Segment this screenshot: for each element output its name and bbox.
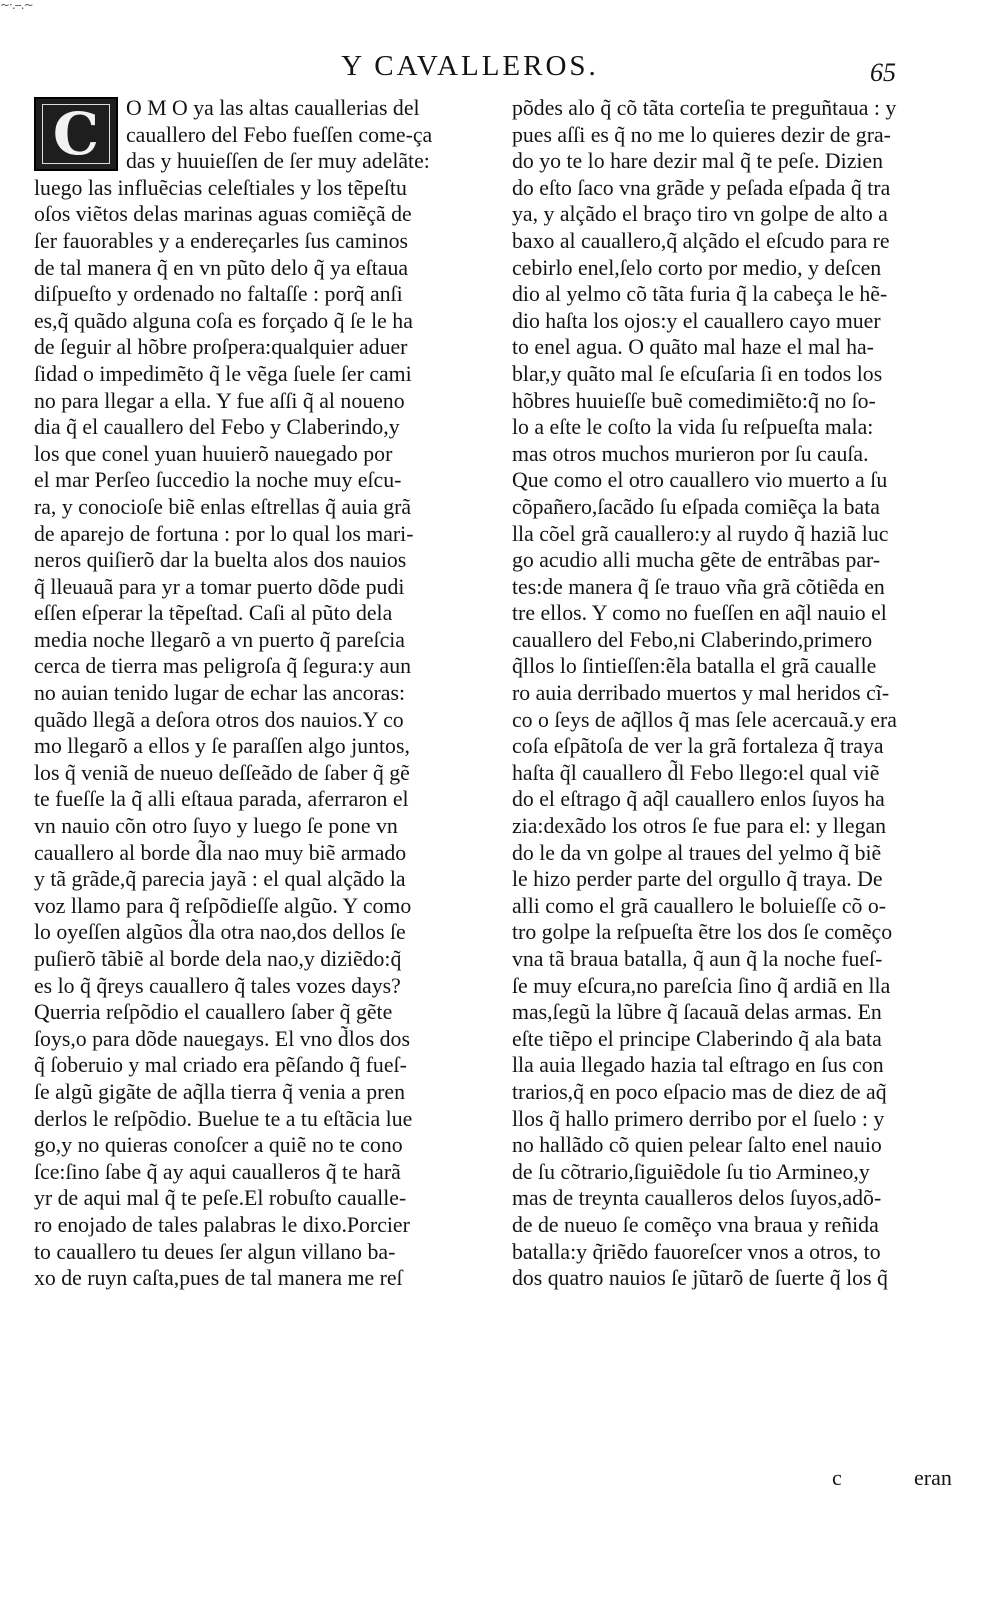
text-line: co o ſeys de aq̃llos q̃ mas ſele acercauã.y era [512,707,897,732]
text-line: ro enojado de tales palabras le dixo.Porcier [34,1212,410,1237]
text-line: cebirlo enel,ſelo corto por medio, y deſcen [512,255,882,280]
text-line: batalla:y q̃riẽdo fauoreſcer vnos a otros, to [512,1239,881,1264]
text-line: yr de aqui mal q̃ te peſe.El robuſto caualle- [34,1186,407,1211]
text-line: q̃ ſoberuio y mal criado era pẽſando q̃ fueſ- [34,1053,407,1078]
text-line: go acudio alli mucha gẽte de entrãbas par- [512,548,881,573]
text-line: de aparejo de fortuna : por lo qual los mari- [34,521,414,546]
text-line: de de nueuo ſe comẽço vna braua y reñida [512,1212,879,1237]
text-line: lla auia llegado hazia tal eſtrago en ſus con [512,1053,884,1078]
text-line: blar,y quãto mal ſe eſcuſaria ſi en todos los [512,361,883,386]
text-line: de ſeguir al hõbre proſpera:qualquier aduer [34,335,408,360]
text-line: es lo q̃ q̃reys cauallero q̃ tales vozes days? [34,973,401,998]
running-head: Y CAVALLEROS. [341,50,599,82]
signature-mark: c [832,1465,842,1490]
text-line: eſte tiẽpo el principe Claberindo q̃ ala bata [512,1026,882,1051]
text-line: coſa eſpãtoſa de ver la grã fortaleza q̃ traya [512,734,884,759]
text-line: mas de treynta caualleros delos ſuyos,adõ- [512,1186,882,1211]
right-text-column [512,95,974,1292]
text-line: mo llegarõ a ellos y ſe paraſſen algo juntos, [34,734,410,759]
text-line: los que conel yuan huuierõ nauegado por [34,441,393,466]
left-text-column [34,95,496,1292]
text-line: lla cõel grã cauallero:y al ruydo q̃ haziã luc [512,521,889,546]
text-line: no para llegar a ella. Y fue aſſi q̃ al noueno [34,388,405,413]
text-line: derlos le reſpõdio. Buelue te a tu eſtãcia lue [34,1106,413,1131]
text-line: te fueſſe la q̃ alli eſtaua parada, aferraron el [34,787,409,812]
text-line: ya, y alçãdo el braço tiro vn golpe de alto a [512,202,888,227]
text-line: vna tã braua batalla, q̃ aun q̃ la noche fueſ- [512,947,883,971]
text-line: ra, y conocioſe biẽ enlas eſtrellas q̃ auia grã [34,494,412,519]
text-line: diſpueſto y ordenado no faltaſſe : porq̃ anſi [34,282,403,307]
text-line: to cauallero tu deues ſer algun villano ba- [34,1239,396,1264]
text-line: ſoys,o para dõde nauegays. El vno d̃los dos [34,1026,410,1051]
text-line: go,y no quieras conoſcer a quiẽ no te cono [34,1133,403,1158]
text-line: haſta q̃l cauallero d̃l Febo llego:el qual viẽ [512,760,880,785]
text-line: cauallero del Febo,ni Claberindo,primero [512,627,873,652]
text-line: mas,ſegũ la lũbre q̃ ſacauã delas armas. En [512,1000,882,1025]
text-line: es,q̃ quãdo alguna coſa es forçado q̃ ſe le ha [34,308,413,333]
text-line: de tal manera q̃ en vn pũto delo q̃ ya eſtaua [34,255,409,280]
text-line: ſe algũ gigãte de aq̃lla tierra q̃ venia a pren [34,1079,405,1104]
page-number: 65 [870,58,896,87]
text-line: lo a eſte le coſto la vida ſu reſpueſta mala: [512,415,874,440]
text-line: xo de ruyn caſta,pues de tal manera me reſ [34,1266,403,1291]
text-line: cerca de tierra mas peligroſa q̃ ſegura:y aun [34,654,412,679]
text-line: pues aſſi es q̃ no me lo quieres dezir de gra- [512,122,891,147]
text-line: voz llamo para q̃ reſpõdieſſe algũo. Y como [34,893,412,918]
text-line: do eſto ſaco vna grãde y peſada eſpada q̃ tra [512,175,891,200]
text-line: ro auia derribado muertos y mal heridos cĩ- [512,681,890,706]
text-line: das y huuieſſen de ſer muy adelãte: [126,149,430,174]
text-line: vn nauio cõn otro ſuyo y luego ſe pone vn [34,814,398,839]
text-line: to enel agua. O quãto mal haze el mal ha- [512,335,874,360]
text-line: cõpañero,ſacãdo ſu eſpada comiẽça la bata [512,494,880,519]
text-line: le hizo perder parte del orgullo q̃ traya. De [512,867,883,892]
scan-mark: ~·.--.~ [0,0,33,12]
text-line: y tã grãde,q̃ parecia jayã : el qual alçãdo la [34,867,406,892]
text-line: q̃llos lo ſintieſſen:ẽla batalla el grã caualle [512,654,877,679]
text-line: zia:dexãdo los otros ſe fue para el: y llegan [512,814,887,839]
text-line: llos q̃ hallo primero derribo por el ſuelo : y [512,1106,885,1131]
text-line: do le da vn golpe al traues del yelmo q̃ biẽ [512,840,882,865]
text-line: dos quatro nauios ſe jũtarõ de ſuerte q̃ los q̃ [512,1266,888,1291]
text-line: Querria reſpõdio el cauallero ſaber q̃ gẽte [34,1000,393,1025]
text-line: cauallero al borde d̃la nao muy biẽ armado [34,840,407,865]
text-line: quãdo llegã a deſora otros dos nauios.Y co [34,707,404,732]
text-line: los q̃ veniã de nueuo deſſeãdo de ſaber q̃ gẽ [34,760,410,785]
text-line: ſe muy eſcura,no pareſcia ſino q̃ ardiã en lla [512,973,891,998]
text-line: luego las influẽcias celeſtiales y los tẽpeſtu [34,175,407,200]
text-line: q̃ lleuauã para yr a tomar puerto dõde pudi [34,574,405,599]
text-line: alli como el grã cauallero le boluieſſe cõ o- [512,893,887,918]
text-line: mas otros muchos murieron por ſu cauſa. [512,441,869,466]
text-line: ſidad o impedimẽto q̃ le vẽga ſuele ſer cami [34,361,412,386]
text-line: hõbres huuieſſe buẽ comedimiẽto:q̃ no ſo- [512,388,876,413]
text-line: oſos viẽtos delas marinas aguas comiẽçã de [34,202,412,227]
text-line: trarios,q̃ en poco eſpacio mas de diez de aq̃ [512,1079,887,1104]
initial-letter: C [52,100,100,168]
text-line: no hallãdo cõ quien pelear ſalto enel nauio [512,1133,882,1158]
text-line: no auian tenido lugar de echar las ancoras: [34,681,405,706]
text-line: ſce:ſino ſabe q̃ ay aqui caualleros q̃ te harã [34,1159,401,1184]
text-line: dio haſta los ojos:y el cauallero cayo muer [512,308,881,333]
text-line: dia q̃ el cauallero del Febo y Claberindo,y [34,415,400,440]
text-line: cauallero del Febo fueſſen come-ça [126,122,433,147]
text-line: lo oyeſſen algũos d̃la otra nao,dos dellos ſe [34,920,406,945]
text-line: põdes alo q̃ cõ tãta corteſia te preguñtaua : y [512,96,897,120]
text-line: baxo al cauallero,q̃ alçãdo el eſcudo para re [512,228,890,253]
text-line: dio al yelmo cõ tãta furia q̃ la cabeça le hẽ- [512,282,888,307]
text-line: O M O ya las altas cauallerias del [126,96,420,120]
text-line: do el eſtrago q̃ aq̃l cauallero enlos ſuyos ha [512,787,885,812]
text-line: tre ellos. Y como no fueſſen en aq̃l nauio el [512,601,887,626]
text-line: Que como el otro cauallero vio muerto a ſu [512,468,888,493]
text-line: el mar Perſeo ſuccedio la noche muy eſcu- [34,468,402,493]
text-line: eſſen eſperar la tẽpeſtad. Caſi al pũto dela [34,601,393,626]
catchword: eran [914,1465,952,1490]
text-line: do yo te lo hare dezir mal q̃ te peſe. Dizien [512,149,884,174]
text-line: media noche llegarõ a vn puerto q̃ pareſcia [34,627,405,652]
text-line: ſer fauorables y a endereçarles ſus caminos [34,228,409,253]
text-line: tes:de manera q̃ ſe trauo vña grã cõtiẽda en [512,574,885,599]
text-line: puſierõ tãbiẽ al borde dela nao,y diziẽdo:q̃ [34,947,402,971]
text-line: neros quiſierõ dar la buelta alos dos nauios [34,548,407,573]
text-line: de ſu cõtrario,ſiguiẽdole ſu tio Armineo,y [512,1159,870,1184]
text-line: tro golpe la reſpueſta ẽtre los dos ſe comẽço [512,920,893,945]
